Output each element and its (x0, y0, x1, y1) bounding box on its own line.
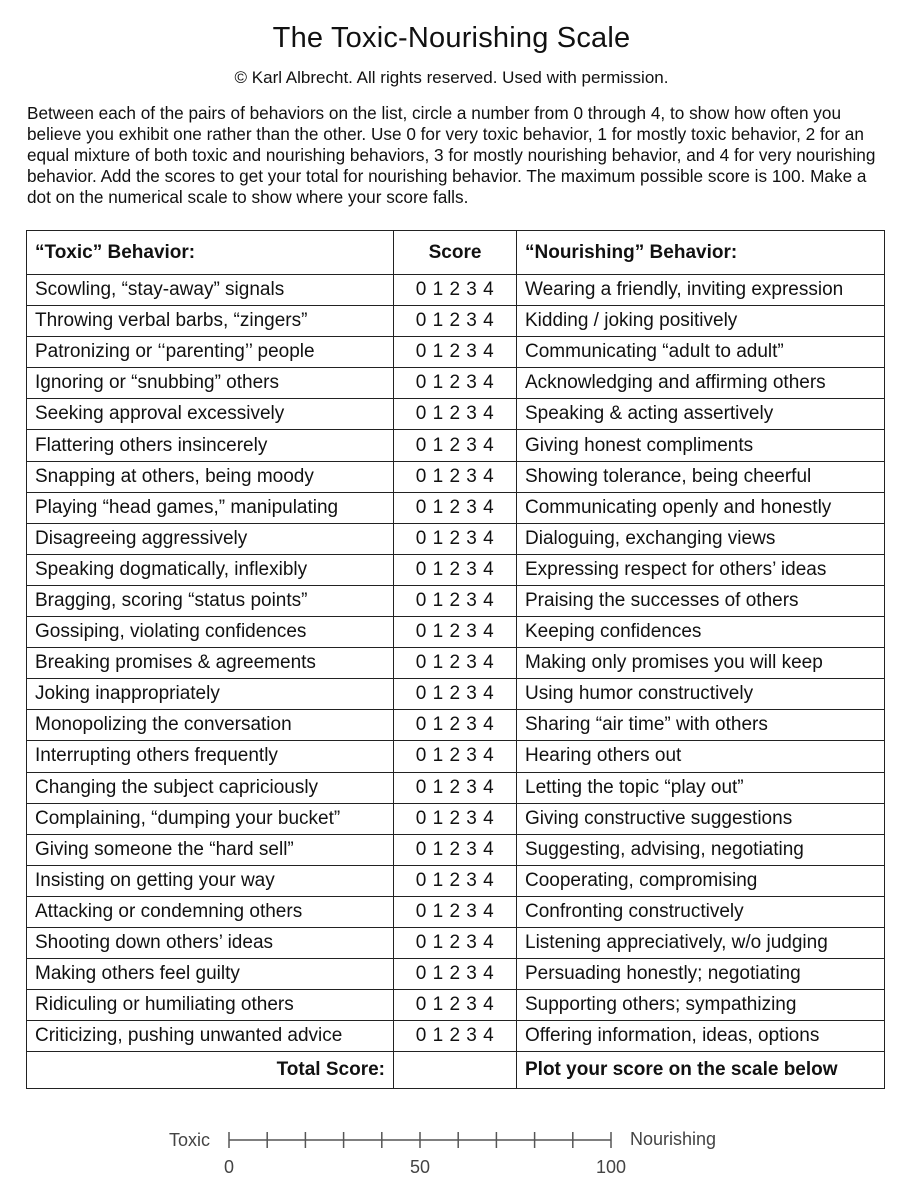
score-options-cell[interactable]: 0 1 2 3 4 (394, 617, 517, 648)
score-options-cell[interactable]: 0 1 2 3 4 (394, 337, 517, 368)
toxic-behavior-cell: Insisting on getting your way (27, 865, 394, 896)
nourishing-behavior-cell: Communicating openly and honestly (517, 492, 885, 523)
toxic-behavior-cell: Joking inappropriately (27, 679, 394, 710)
nourishing-behavior-cell: Praising the successes of others (517, 585, 885, 616)
score-options-cell[interactable]: 0 1 2 3 4 (394, 275, 517, 306)
table-header-row (27, 231, 885, 275)
toxic-behavior-cell: Seeking approval excessively (27, 399, 394, 430)
table-row (27, 710, 885, 741)
toxic-behavior-cell: Snapping at others, being moody (27, 461, 394, 492)
score-options-cell[interactable]: 0 1 2 3 4 (394, 803, 517, 834)
nourishing-behavior-cell: Making only promises you will keep (517, 648, 885, 679)
behavior-rows (27, 275, 885, 1052)
toxic-behavior-cell: Playing “head games,” manipulating (27, 492, 394, 523)
table-row (27, 865, 885, 896)
score-options-cell[interactable]: 0 1 2 3 4 (394, 585, 517, 616)
toxic-behavior-cell: Disagreeing aggressively (27, 523, 394, 554)
table-row (27, 461, 885, 492)
score-options-cell[interactable]: 0 1 2 3 4 (394, 648, 517, 679)
table-row (27, 368, 885, 399)
table-row (27, 430, 885, 461)
nourishing-behavior-cell: Expressing respect for others’ ideas (517, 554, 885, 585)
nourishing-behavior-cell: Offering information, ideas, options (517, 1021, 885, 1052)
table-row (27, 834, 885, 865)
scale-left-label: Toxic (169, 1130, 211, 1150)
score-options-cell[interactable]: 0 1 2 3 4 (394, 461, 517, 492)
table-row (27, 648, 885, 679)
score-options-cell[interactable]: 0 1 2 3 4 (394, 1021, 517, 1052)
toxic-behavior-cell: Changing the subject capriciously (27, 772, 394, 803)
toxic-behavior-cell: Shooting down others’ ideas (27, 927, 394, 958)
table-row (27, 399, 885, 430)
nourishing-behavior-cell: Persuading honestly; negotiating (517, 959, 885, 990)
nourishing-behavior-cell: Letting the topic “play out” (517, 772, 885, 803)
score-options-cell[interactable]: 0 1 2 3 4 (394, 710, 517, 741)
scale-tick-label: 0 (223, 1157, 235, 1177)
table-row (27, 927, 885, 958)
scale-tick-label: 100 (595, 1157, 627, 1177)
toxic-behavior-cell: Gossiping, violating confidences (27, 617, 394, 648)
score-options-cell[interactable]: 0 1 2 3 4 (394, 834, 517, 865)
nourishing-behavior-cell: Listening appreciatively, w/o judging (517, 927, 885, 958)
nourishing-behavior-cell: Acknowledging and affirming others (517, 368, 885, 399)
table-row (27, 275, 885, 306)
score-options-cell[interactable]: 0 1 2 3 4 (394, 865, 517, 896)
nourishing-behavior-cell: Cooperating, compromising (517, 865, 885, 896)
nourishing-behavior-cell: Giving constructive suggestions (517, 803, 885, 834)
instructions-paragraph: Between each of the pairs of behaviors on the list, circle a number from 0 through 4, to show how often you believe you exhibit one rather than the other. Use 0 for very toxic behavior, 1 for mostly toxic behavior, 2 for an equal mixture of both toxic and nourishing behaviors, 3 for mostly nourishing behavior, and 4 for very nourishing behavior. Add the scores to get your total for nourishing behavior. The maximum possible score is 100. Make a dot on the numerical scale to show where your score falls. (27, 103, 876, 207)
toxic-behavior-cell: Giving someone the “hard sell” (27, 834, 394, 865)
score-scale (0, 1120, 903, 1200)
toxic-behavior-cell: Bragging, scoring “status points” (27, 585, 394, 616)
total-score-label: Total Score: (27, 1052, 394, 1089)
toxic-behavior-cell: Ignoring or “snubbing” others (27, 368, 394, 399)
total-row (27, 1052, 885, 1089)
table-row (27, 990, 885, 1021)
nourishing-behavior-cell: Keeping confidences (517, 617, 885, 648)
nourishing-behavior-cell: Hearing others out (517, 741, 885, 772)
nourishing-behavior-cell: Dialoguing, exchanging views (517, 523, 885, 554)
scale-right-label: Nourishing (630, 1129, 717, 1149)
score-options-cell[interactable]: 0 1 2 3 4 (394, 430, 517, 461)
table-row (27, 1021, 885, 1052)
scale-line[interactable] (0, 1120, 903, 1200)
score-options-cell[interactable]: 0 1 2 3 4 (394, 959, 517, 990)
score-options-cell[interactable]: 0 1 2 3 4 (394, 679, 517, 710)
table-row (27, 617, 885, 648)
score-options-cell[interactable]: 0 1 2 3 4 (394, 306, 517, 337)
nourishing-behavior-cell: Speaking & acting assertively (517, 399, 885, 430)
nourishing-behavior-cell: Giving honest compliments (517, 430, 885, 461)
table-row (27, 741, 885, 772)
toxic-behavior-cell: Making others feel guilty (27, 959, 394, 990)
score-column-header: Score (394, 231, 517, 275)
toxic-behavior-cell: Interrupting others frequently (27, 741, 394, 772)
score-options-cell[interactable]: 0 1 2 3 4 (394, 492, 517, 523)
score-options-cell[interactable]: 0 1 2 3 4 (394, 990, 517, 1021)
nourishing-behavior-cell: Confronting constructively (517, 896, 885, 927)
table-row (27, 337, 885, 368)
nourishing-behavior-cell: Suggesting, advising, negotiating (517, 834, 885, 865)
toxic-behavior-cell: Breaking promises & agreements (27, 648, 394, 679)
table-row (27, 803, 885, 834)
table-row (27, 772, 885, 803)
score-options-cell[interactable]: 0 1 2 3 4 (394, 399, 517, 430)
table-row (27, 679, 885, 710)
table-row (27, 306, 885, 337)
toxic-behavior-cell: Scowling, “stay-away” signals (27, 275, 394, 306)
table-row (27, 492, 885, 523)
score-options-cell[interactable]: 0 1 2 3 4 (394, 554, 517, 585)
nourishing-behavior-cell: Showing tolerance, being cheerful (517, 461, 885, 492)
toxic-nourishing-table (26, 230, 885, 1089)
table-row (27, 554, 885, 585)
toxic-behavior-cell: Ridiculing or humiliating others (27, 990, 394, 1021)
score-options-cell[interactable]: 0 1 2 3 4 (394, 741, 517, 772)
toxic-behavior-cell: Complaining, “dumping your bucket” (27, 803, 394, 834)
table-row (27, 896, 885, 927)
nourishing-column-header: “Nourishing” Behavior: (517, 231, 885, 275)
table-row (27, 523, 885, 554)
table-row (27, 585, 885, 616)
score-options-cell[interactable]: 0 1 2 3 4 (394, 896, 517, 927)
toxic-behavior-cell: Speaking dogmatically, inflexibly (27, 554, 394, 585)
toxic-behavior-cell: Patronizing or ‘‘parenting’’ people (27, 337, 394, 368)
toxic-behavior-cell: Attacking or condemning others (27, 896, 394, 927)
nourishing-behavior-cell: Using humor constructively (517, 679, 885, 710)
page-title: The Toxic-Nourishing Scale (272, 22, 631, 54)
nourishing-behavior-cell: Kidding / joking positively (517, 306, 885, 337)
table-row (27, 959, 885, 990)
toxic-column-header: “Toxic” Behavior: (27, 231, 394, 275)
score-options-cell[interactable]: 0 1 2 3 4 (394, 772, 517, 803)
total-score-field[interactable] (394, 1052, 517, 1089)
plot-instruction: Plot your score on the scale below (517, 1052, 885, 1089)
toxic-behavior-cell: Throwing verbal barbs, “zingers” (27, 306, 394, 337)
nourishing-behavior-cell: Supporting others; sympathizing (517, 990, 885, 1021)
nourishing-behavior-cell: Communicating “adult to adult” (517, 337, 885, 368)
nourishing-behavior-cell: Sharing “air time” with others (517, 710, 885, 741)
toxic-behavior-cell: Monopolizing the conversation (27, 710, 394, 741)
nourishing-behavior-cell: Wearing a friendly, inviting expression (517, 275, 885, 306)
score-options-cell[interactable]: 0 1 2 3 4 (394, 523, 517, 554)
score-options-cell[interactable]: 0 1 2 3 4 (394, 368, 517, 399)
copyright-notice: © Karl Albrecht. All rights reserved. Used with permission. (234, 68, 669, 87)
score-options-cell[interactable]: 0 1 2 3 4 (394, 927, 517, 958)
toxic-behavior-cell: Criticizing, pushing unwanted advice (27, 1021, 394, 1052)
scale-tick-label: 50 (409, 1157, 431, 1177)
toxic-behavior-cell: Flattering others insincerely (27, 430, 394, 461)
